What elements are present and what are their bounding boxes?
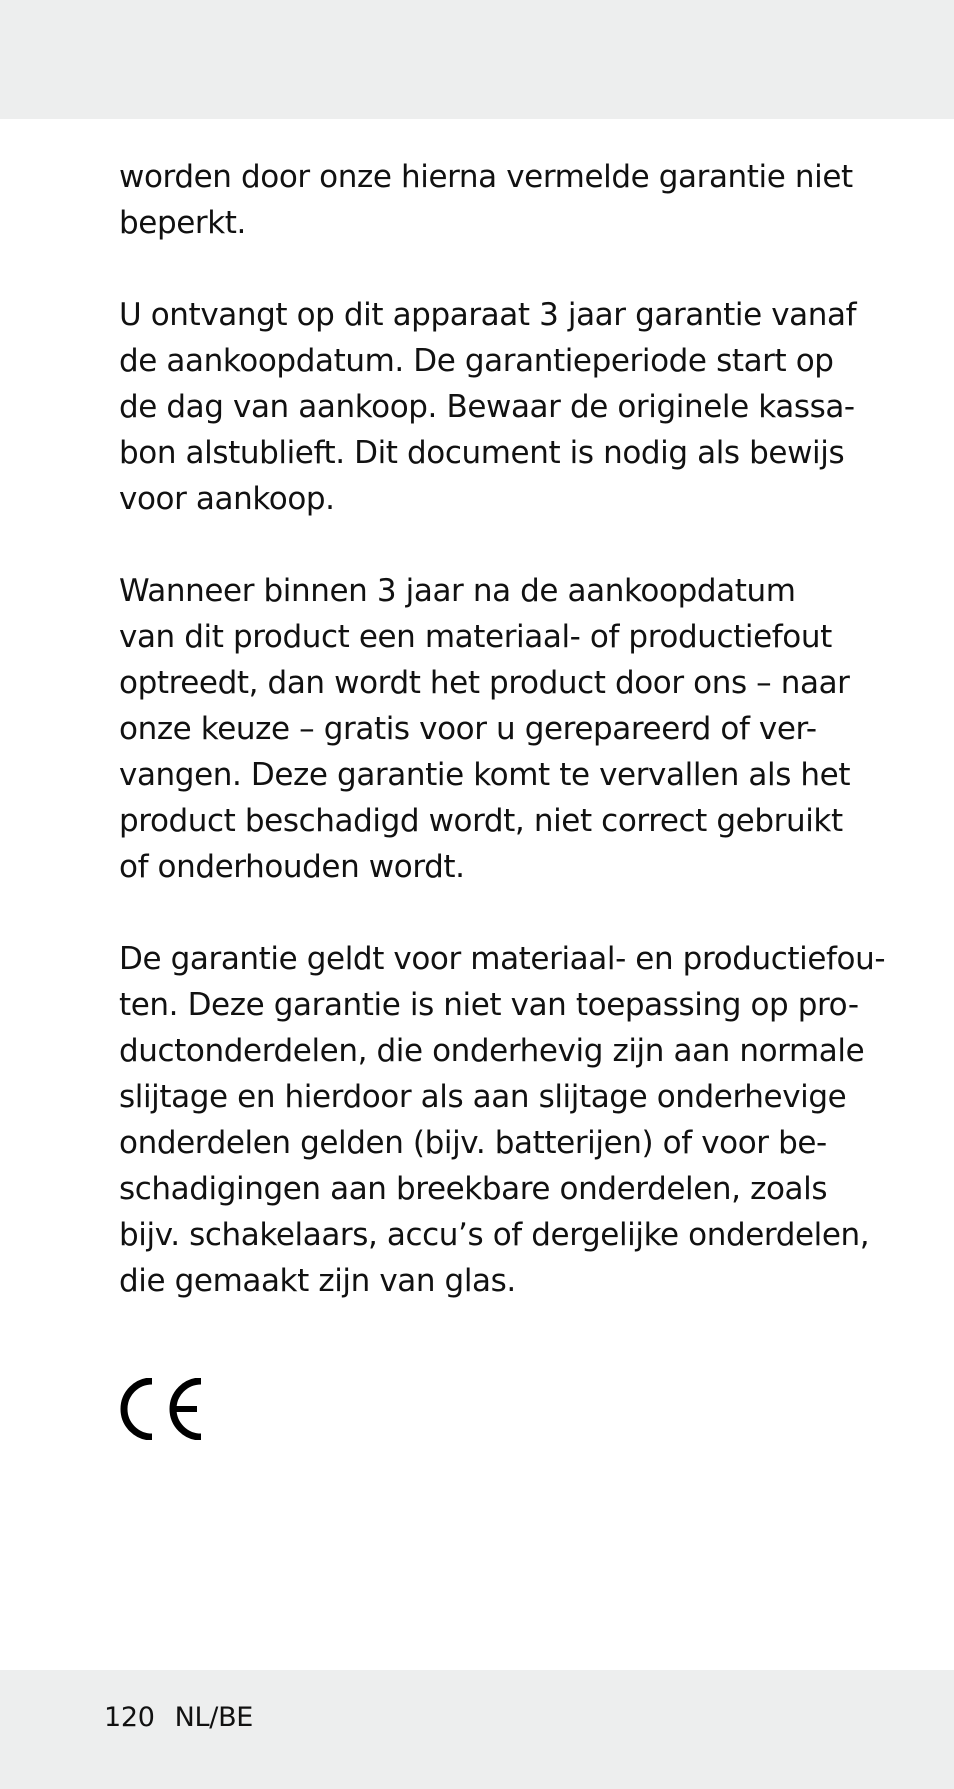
- language-code: NL/BE: [174, 1702, 254, 1733]
- text-line: van dit product een materiaal- of productiefout: [119, 619, 832, 655]
- header-band: [0, 0, 954, 119]
- text-line: beperkt.: [119, 205, 247, 241]
- text-line: De garantie geldt voor materiaal- en productiefou-: [119, 941, 886, 977]
- text-line: schadigingen aan breekbare onderdelen, zoals: [119, 1171, 828, 1207]
- ce-mark-icon: [119, 1378, 205, 1440]
- text-line: de aankoopdatum. De garantieperiode start op: [119, 343, 834, 379]
- page-number: 120: [104, 1702, 155, 1733]
- text-line: optreedt, dan wordt het product door ons – naar: [119, 665, 850, 701]
- document-body: [119, 154, 886, 1350]
- text-line: die gemaakt zijn van glas.: [119, 1263, 516, 1299]
- paragraph-warranty-period: [119, 292, 857, 522]
- text-line: onderdelen gelden (bijv. batterijen) of voor be-: [119, 1125, 827, 1161]
- text-line: onze keuze – gratis voor u gerepareerd of ver-: [119, 711, 817, 747]
- text-line: worden door onze hierna vermelde garantie niet: [119, 159, 853, 195]
- text-line: ductonderdelen, die onderhevig zijn aan normale: [119, 1033, 865, 1069]
- paragraph-warranty-intro: [119, 154, 853, 246]
- text-line: ten. Deze garantie is niet van toepassing op pro-: [119, 987, 859, 1023]
- text-line: slijtage en hierdoor als aan slijtage onderhevige: [119, 1079, 847, 1115]
- page-footer: [104, 1700, 253, 1736]
- text-line: of onderhouden wordt.: [119, 849, 465, 885]
- paragraph-warranty-defects: [119, 568, 851, 890]
- text-line: bijv. schakelaars, accu’s of dergelijke onderdelen,: [119, 1217, 870, 1253]
- text-line: U ontvangt op dit apparaat 3 jaar garantie vanaf: [119, 297, 857, 333]
- paragraph-warranty-scope: [119, 936, 886, 1304]
- text-line: bon alstublieft. Dit document is nodig als bewijs: [119, 435, 845, 471]
- text-line: vangen. Deze garantie komt te vervallen als het: [119, 757, 851, 793]
- text-line: Wanneer binnen 3 jaar na de aankoopdatum: [119, 573, 796, 609]
- text-line: product beschadigd wordt, niet correct gebruikt: [119, 803, 843, 839]
- text-line: voor aankoop.: [119, 481, 335, 517]
- text-line: de dag van aankoop. Bewaar de originele kassa-: [119, 389, 855, 425]
